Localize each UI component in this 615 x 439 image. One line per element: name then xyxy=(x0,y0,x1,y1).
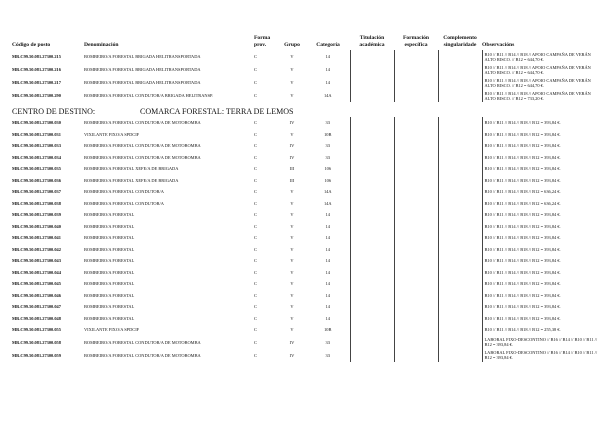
position-grupo: IV xyxy=(289,120,295,126)
position-forma-prov: C xyxy=(254,120,257,126)
table-row xyxy=(12,50,602,63)
position-denomination: BOMBEIRO/A FORESTAL CONDUTOR/A DE MOTOBOMBA xyxy=(84,352,201,358)
position-forma-prov: C xyxy=(254,223,257,229)
position-observaciones: B10 // B11 // B14 // B18 // B12 = 393,84 €. xyxy=(482,232,602,244)
table-row xyxy=(12,324,602,336)
position-denomination: BOMBEIRO/A FORESTAL xyxy=(84,269,135,275)
position-grupo: V xyxy=(290,304,294,310)
position-complemento xyxy=(438,209,482,221)
position-observaciones: B10 // B11 // B14 // B18 // B12 = 393,84 €. xyxy=(482,301,602,313)
position-denomination: BOMBEIRO/A FORESTAL xyxy=(84,223,135,229)
table-row xyxy=(12,278,602,290)
position-grupo: V xyxy=(290,93,294,98)
table-row xyxy=(12,290,602,302)
position-formacion xyxy=(394,76,438,89)
position-categoria: 14 xyxy=(325,258,330,264)
table-row xyxy=(12,255,602,267)
position-categoria: 106 xyxy=(324,166,332,172)
position-complemento xyxy=(438,278,482,290)
position-forma-prov: C xyxy=(254,67,257,72)
position-categoria: 14 xyxy=(325,292,330,298)
position-formacion xyxy=(394,152,438,164)
position-formacion xyxy=(394,255,438,267)
position-titulacion xyxy=(350,290,394,302)
position-denomination: BOMBEIRO/A FORESTAL BRIGADA HELITRANSPORTADA xyxy=(84,67,201,72)
position-code: MR.C99.50.081.27300.045 xyxy=(12,281,61,287)
position-grupo: V xyxy=(290,281,294,287)
position-denomination: VIXILANTE FIXO/A SPDCIF xyxy=(84,131,140,137)
position-observaciones: LABORAL FIXO-DESCONTINO // B16 // B14 // B10 // B11 // B12 = 393,84 €. xyxy=(482,336,602,349)
position-complemento xyxy=(438,129,482,141)
position-complemento xyxy=(438,349,482,362)
position-code: MR.C99.50.081.27300.059 xyxy=(12,352,61,358)
position-code: MR.C99.50.081.27300.031 xyxy=(12,131,61,137)
position-code: MR.C99.50.081.27300.038 xyxy=(12,200,61,206)
position-observaciones: B10 // B11 // B14 // B18 // B12 = 393,84 €. xyxy=(482,255,602,267)
position-grupo: V xyxy=(290,200,294,206)
table-row xyxy=(12,175,602,187)
position-formacion xyxy=(394,244,438,256)
position-grupo: V xyxy=(290,269,294,275)
position-grupo: V xyxy=(290,67,294,72)
position-forma-prov: C xyxy=(254,235,257,241)
header-forma-prov: Forma prov. xyxy=(254,35,271,48)
position-code: MR.C99.50.081.27300.040 xyxy=(12,223,61,229)
position-titulacion xyxy=(350,198,394,210)
position-categoria: 14 xyxy=(325,54,330,59)
position-formacion xyxy=(394,278,438,290)
table-row xyxy=(12,336,602,349)
position-categoria: 14 xyxy=(325,80,330,85)
position-complemento xyxy=(438,313,482,325)
position-titulacion xyxy=(350,89,394,102)
position-grupo: IV xyxy=(289,352,295,358)
position-denomination: BOMBEIRO/A FORESTAL CONDUTOR/A DE MOTOBOMBA xyxy=(84,143,201,149)
position-observaciones: B10 // B11 // B14 // B18 // APOIO CAMPAÑA DE VERÁN ALTO RISCO. // B12 = 644,70 €. xyxy=(482,63,602,76)
position-grupo: V xyxy=(290,54,294,59)
position-complemento xyxy=(438,175,482,187)
position-forma-prov: C xyxy=(254,281,257,287)
table-row xyxy=(12,140,602,152)
position-grupo: IV xyxy=(289,143,295,149)
position-grupo: V xyxy=(290,131,294,137)
position-titulacion xyxy=(350,232,394,244)
table-row xyxy=(12,244,602,256)
table-row xyxy=(12,232,602,244)
position-formacion xyxy=(394,324,438,336)
position-forma-prov: C xyxy=(254,166,257,172)
position-observaciones: B10 // B11 // B14 // B18 // B12 = 393,84 €. xyxy=(482,129,602,141)
position-observaciones: B10 // B11 // B14 // B18 // B12 = 255,38 €. xyxy=(482,324,602,336)
header-codigo: Código de posto xyxy=(12,41,51,48)
position-complemento xyxy=(438,186,482,198)
position-complemento xyxy=(438,140,482,152)
position-titulacion xyxy=(350,50,394,63)
position-complemento xyxy=(438,221,482,233)
position-categoria: 14 xyxy=(325,67,330,72)
position-denomination: BOMBEIRO/A FORESTAL xyxy=(84,281,135,287)
header-grupo: Grupo xyxy=(284,41,300,48)
position-denomination: BOMBEIRO/A FORESTAL xyxy=(84,246,135,252)
position-code: MR.C99.50.081.27300.044 xyxy=(12,269,61,275)
position-complemento xyxy=(438,152,482,164)
position-forma-prov: C xyxy=(254,143,257,149)
position-observaciones: B10 // B11 // B14 // B18 // B12 = 393,84 €. xyxy=(482,221,602,233)
position-observaciones: B10 // B11 // B14 // B18 // B12 = 393,84 €. xyxy=(482,140,602,152)
position-forma-prov: C xyxy=(254,352,257,358)
position-forma-prov: C xyxy=(254,200,257,206)
position-grupo: V xyxy=(290,292,294,298)
position-forma-prov: C xyxy=(254,269,257,275)
position-categoria: 14 xyxy=(325,235,330,241)
header-observaciones: Observacións xyxy=(482,41,515,48)
position-forma-prov: C xyxy=(254,177,257,183)
position-complemento xyxy=(438,89,482,102)
position-observaciones: B10 // B11 // B14 // B18 // B12 = 636,24 €. xyxy=(482,198,602,210)
position-complemento xyxy=(438,301,482,313)
position-formacion xyxy=(394,89,438,102)
position-forma-prov: C xyxy=(254,246,257,252)
position-forma-prov: C xyxy=(254,54,257,59)
position-code: MR.C99.50.081.27300.037 xyxy=(12,189,61,195)
header-categoria: Categoría xyxy=(316,41,340,48)
table-row xyxy=(12,63,602,76)
position-formacion xyxy=(394,290,438,302)
position-categoria: 14 xyxy=(325,315,330,321)
position-observaciones: B10 // B11 // B14 // B18 // APOIO CAMPAÑA DE VERÁN ALTO RISCO. // B12 = 644,70 €. xyxy=(482,76,602,89)
table-row xyxy=(12,152,602,164)
position-denomination: BOMBEIRO/A FORESTAL xyxy=(84,315,135,321)
position-titulacion xyxy=(350,349,394,362)
position-observaciones: B10 // B11 // B14 // B18 // B12 = 393,84 €. xyxy=(482,209,602,221)
position-forma-prov: C xyxy=(254,80,257,85)
position-titulacion xyxy=(350,278,394,290)
position-formacion xyxy=(394,175,438,187)
position-code: MR.C99.50.081.27300.048 xyxy=(12,315,61,321)
section-name: COMARCA FORESTAL: TERRA DE LEMOS xyxy=(140,107,294,116)
table-row xyxy=(12,129,602,141)
position-denomination: BOMBEIRO/A FORESTAL CONDUTOR/A xyxy=(84,189,164,195)
position-categoria: 14 xyxy=(325,281,330,287)
position-categoria: 14 xyxy=(325,246,330,252)
position-denomination: BOMBEIRO/A FORESTAL xyxy=(84,235,135,241)
position-complemento xyxy=(438,163,482,175)
position-titulacion xyxy=(350,324,394,336)
position-complemento xyxy=(438,117,482,129)
position-complemento xyxy=(438,244,482,256)
position-grupo: V xyxy=(290,246,294,252)
position-code: MR.C99.50.081.27300.217 xyxy=(12,80,61,85)
position-categoria: 33 xyxy=(325,352,330,358)
position-titulacion xyxy=(350,163,394,175)
header-titulacion: Titulación académica xyxy=(359,35,385,48)
position-grupo: V xyxy=(290,223,294,229)
position-denomination: BOMBEIRO/A FORESTAL xyxy=(84,304,135,310)
position-observaciones: B10 // B11 // B14 // B18 // B12 = 393,84 €. xyxy=(482,290,602,302)
position-formacion xyxy=(394,198,438,210)
position-denomination: BOMBEIRO/A FORESTAL xyxy=(84,292,135,298)
position-grupo: III xyxy=(289,177,295,183)
position-observaciones: B10 // B11 // B14 // B18 // APOIO CAMPAÑA DE VERÁN ALTO RISCO. // B12 = 644,70 €. xyxy=(482,50,602,63)
position-denomination: BOMBEIRO/A FORESTAL xyxy=(84,258,135,264)
position-observaciones: LABORAL FIXO-DESCONTINO // B16 // B14 // B10 // B11 // B12 = 393,84 €. xyxy=(482,349,602,362)
position-forma-prov: C xyxy=(254,131,257,137)
position-formacion xyxy=(394,349,438,362)
position-code: MR.C99.50.081.27300.043 xyxy=(12,258,61,264)
position-observaciones: B10 // B11 // B14 // B18 // B12 = 393,84 €. xyxy=(482,313,602,325)
position-forma-prov: C xyxy=(254,292,257,298)
position-denomination: BOMBEIRO/A FORESTAL XEFE/A DE BRIGADA xyxy=(84,166,179,172)
position-categoria: 10B xyxy=(324,131,332,137)
position-formacion xyxy=(394,232,438,244)
position-code: MR.C99.50.081.27300.039 xyxy=(12,212,61,218)
position-code: MR.C99.50.081.27300.047 xyxy=(12,304,61,310)
table-row xyxy=(12,267,602,279)
position-complemento xyxy=(438,324,482,336)
position-grupo: V xyxy=(290,189,294,195)
table-row xyxy=(12,186,602,198)
position-denomination: BOMBEIRO/A FORESTAL CONDUTOR/A DE MOTOBOMBA xyxy=(84,154,201,160)
section-row xyxy=(12,102,602,117)
position-observaciones: B10 // B11 // B14 // B18 // B12 = 393,84 €. xyxy=(482,152,602,164)
position-observaciones: B10 // B11 // B14 // B18 // B12 = 393,84 €. xyxy=(482,163,602,175)
header-denominacion: Denominación xyxy=(84,41,119,48)
position-observaciones: B10 // B11 // B14 // B18 // B12 = 393,84 €. xyxy=(482,267,602,279)
position-code: MR.C99.50.081.27300.290 xyxy=(12,93,61,98)
position-observaciones: B10 // B11 // B14 // B18 // B12 = 393,84 €. xyxy=(482,244,602,256)
position-categoria: 106 xyxy=(324,177,332,183)
position-complemento xyxy=(438,198,482,210)
position-formacion xyxy=(394,117,438,129)
position-complemento xyxy=(438,336,482,349)
position-complemento xyxy=(438,255,482,267)
position-code: MR.C99.50.081.27300.034 xyxy=(12,154,61,160)
position-code: MR.C99.50.081.27300.055 xyxy=(12,327,61,333)
section-label: CENTRO DE DESTINO: xyxy=(12,107,96,116)
position-categoria: 14A xyxy=(323,189,332,195)
position-forma-prov: C xyxy=(254,339,257,345)
position-forma-prov: C xyxy=(254,93,257,98)
position-forma-prov: C xyxy=(254,258,257,264)
position-complemento xyxy=(438,290,482,302)
position-grupo: V xyxy=(290,212,294,218)
table-header xyxy=(12,30,602,49)
position-titulacion xyxy=(350,244,394,256)
position-code: MR.C99.50.081.27300.036 xyxy=(12,177,61,183)
position-denomination: BOMBEIRO/A FORESTAL xyxy=(84,212,135,218)
position-complemento xyxy=(438,63,482,76)
position-grupo: V xyxy=(290,258,294,264)
position-titulacion xyxy=(350,152,394,164)
position-formacion xyxy=(394,63,438,76)
position-formacion xyxy=(394,50,438,63)
position-denomination: BOMBEIRO/A FORESTAL CONDUTOR/A DE MOTOBOMBA xyxy=(84,120,201,126)
position-code: MR.C99.50.081.27300.216 xyxy=(12,67,61,72)
position-titulacion xyxy=(350,140,394,152)
table-row xyxy=(12,76,602,89)
header-complemento: Complemento singularidade xyxy=(443,35,477,48)
position-titulacion xyxy=(350,267,394,279)
table-row xyxy=(12,198,602,210)
position-grupo: IV xyxy=(289,339,295,345)
position-titulacion xyxy=(350,313,394,325)
position-formacion xyxy=(394,129,438,141)
position-categoria: 14A xyxy=(323,93,332,98)
position-forma-prov: C xyxy=(254,304,257,310)
table-row xyxy=(12,301,602,313)
position-categoria: 33 xyxy=(325,154,330,160)
position-code: MR.C99.50.081.27300.030 xyxy=(12,120,61,126)
position-complemento xyxy=(438,232,482,244)
position-code: MR.C99.50.081.27300.215 xyxy=(12,54,61,59)
position-code: MR.C99.50.081.27300.035 xyxy=(12,166,61,172)
position-formacion xyxy=(394,209,438,221)
position-forma-prov: C xyxy=(254,315,257,321)
position-observaciones: B10 // B11 // B14 // B18 // B12 = 393,84 €. xyxy=(482,175,602,187)
position-grupo: V xyxy=(290,327,294,333)
position-code: MR.C99.50.081.27300.041 xyxy=(12,235,61,241)
table-row xyxy=(12,349,602,362)
position-denomination: BOMBEIRO/A FORESTAL BRIGADA HELITRANSPORTADA xyxy=(84,54,201,59)
position-code: MR.C99.50.081.27300.058 xyxy=(12,339,61,345)
table-row xyxy=(12,313,602,325)
position-grupo: V xyxy=(290,235,294,241)
position-observaciones: B10 // B11 // B14 // B18 // B12 = 636,24 €. xyxy=(482,186,602,198)
position-titulacion xyxy=(350,63,394,76)
position-titulacion xyxy=(350,117,394,129)
table-row xyxy=(12,163,602,175)
position-grupo: IV xyxy=(289,154,295,160)
position-grupo: III xyxy=(289,166,295,172)
position-formacion xyxy=(394,301,438,313)
position-titulacion xyxy=(350,336,394,349)
position-observaciones: B10 // B11 // B14 // B18 // B12 = 393,84 €. xyxy=(482,117,602,129)
position-formacion xyxy=(394,267,438,279)
position-complemento xyxy=(438,76,482,89)
position-categoria: 33 xyxy=(325,143,330,149)
position-grupo: V xyxy=(290,80,294,85)
position-categoria: 14 xyxy=(325,304,330,310)
position-code: MR.C99.50.081.27300.046 xyxy=(12,292,61,298)
table-row xyxy=(12,209,602,221)
table-row xyxy=(12,221,602,233)
position-titulacion xyxy=(350,301,394,313)
position-titulacion xyxy=(350,76,394,89)
position-titulacion xyxy=(350,175,394,187)
positions-table xyxy=(12,50,602,362)
position-denomination: BOMBEIRO/A FORESTAL BRIGADA HELITRANSPORTADA xyxy=(84,80,201,85)
position-grupo: V xyxy=(290,315,294,321)
position-formacion xyxy=(394,163,438,175)
table-row xyxy=(12,117,602,129)
position-categoria: 14 xyxy=(325,223,330,229)
position-categoria: 10B xyxy=(324,327,332,333)
position-forma-prov: C xyxy=(254,327,257,333)
table-row xyxy=(12,89,602,102)
position-complemento xyxy=(438,267,482,279)
position-code: MR.C99.50.081.27300.042 xyxy=(12,246,61,252)
position-forma-prov: C xyxy=(254,212,257,218)
position-titulacion xyxy=(350,209,394,221)
position-observaciones: B10 // B11 // B14 // B18 // B12 = 393,84 €. xyxy=(482,278,602,290)
position-titulacion xyxy=(350,221,394,233)
position-forma-prov: C xyxy=(254,189,257,195)
position-formacion xyxy=(394,221,438,233)
position-observaciones: B10 // B11 // B14 // B18 // APOIO CAMPAÑA DE VERÁN ALTO RISCO. // B12 = 733,20 €. xyxy=(482,89,602,102)
position-denomination: BOMBEIRO/A FORESTAL CONDUTOR/A BRIGADA HELITRANSP. xyxy=(84,93,214,98)
position-formacion xyxy=(394,186,438,198)
position-denomination: VIXILANTE FIXO/A SPDCIF xyxy=(84,327,140,333)
position-titulacion xyxy=(350,186,394,198)
position-categoria: 33 xyxy=(325,120,330,126)
position-denomination: BOMBEIRO/A FORESTAL CONDUTOR/A xyxy=(84,200,164,206)
position-categoria: 14 xyxy=(325,212,330,218)
position-categoria: 33 xyxy=(325,339,330,345)
position-forma-prov: C xyxy=(254,154,257,160)
position-code: MR.C99.50.081.27300.033 xyxy=(12,143,61,149)
header-formacion: Formación específica xyxy=(402,35,430,48)
position-denomination: BOMBEIRO/A FORESTAL XEFE/A DE BRIGADA xyxy=(84,177,179,183)
position-titulacion xyxy=(350,255,394,267)
position-complemento xyxy=(438,50,482,63)
position-formacion xyxy=(394,140,438,152)
position-titulacion xyxy=(350,129,394,141)
position-formacion xyxy=(394,313,438,325)
position-denomination: BOMBEIRO/A FORESTAL CONDUTOR/A DE MOTOBOMBA xyxy=(84,339,201,345)
position-formacion xyxy=(394,336,438,349)
position-categoria: 14A xyxy=(323,200,332,206)
position-categoria: 14 xyxy=(325,269,330,275)
